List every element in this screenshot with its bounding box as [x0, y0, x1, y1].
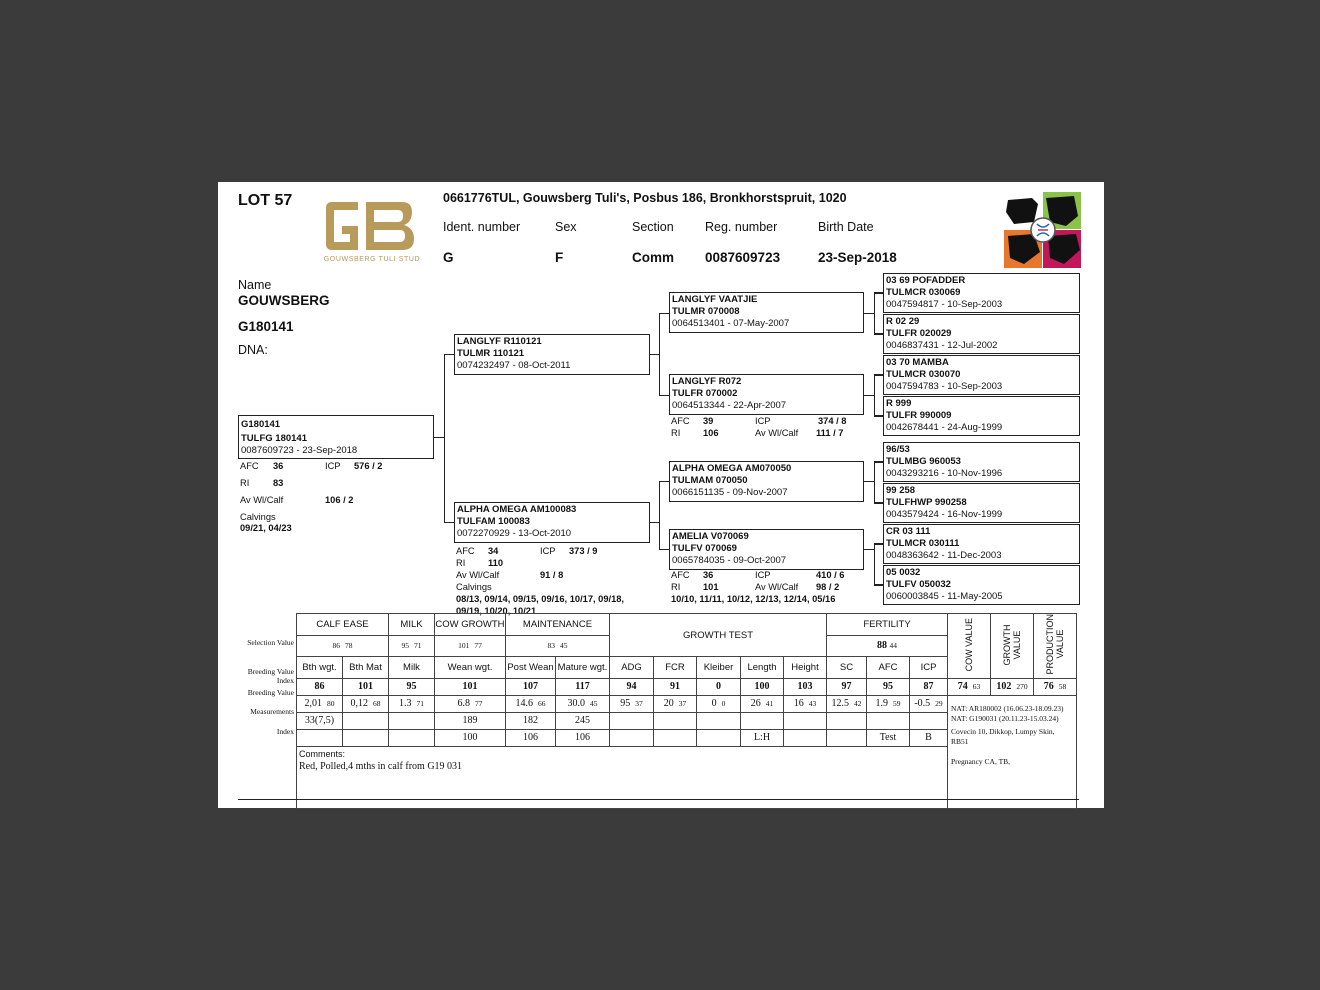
- index-value: 101: [343, 678, 389, 695]
- measurement-cell: [867, 712, 910, 729]
- pedigree-great-grandparent: R 02 29 TULFR 020029 0046837431 - 12-Jul-2002: [883, 314, 1080, 354]
- breeding-value: 1.3 71: [389, 695, 435, 712]
- note-2: NAT: G190031 (20.11.23-15.03.24): [951, 714, 1059, 723]
- column-header: FCR: [654, 657, 697, 679]
- index-cell: [297, 729, 343, 746]
- pedigree-great-grandparent: 99 258 TULFHWP 990258 0043579424 - 16-Nov-1999: [883, 483, 1080, 523]
- pedigree-dam-sire: ALPHA OMEGA AM070050 TULMAM 070050 0066151135 - 09-Nov-2007: [669, 461, 864, 502]
- index-cell: 106: [556, 729, 610, 746]
- ident-value: G: [443, 250, 454, 265]
- reg-label: Reg. number: [705, 220, 778, 234]
- reg-value: 0087609723: [705, 250, 781, 265]
- value-score: 76 58: [1034, 678, 1077, 695]
- section-value: Comm: [632, 250, 675, 265]
- index-cell: [654, 729, 697, 746]
- column-header: Mature wgt.: [556, 657, 610, 679]
- selection-value-row: 86 78 95 71 101 77 83 45 88 44: [297, 635, 1077, 657]
- column-header: Bth Mat: [343, 657, 389, 679]
- note-3: Covecin 10, Dikkop, Lumpy Skin,: [951, 727, 1055, 736]
- column-header: Post Wean: [506, 657, 556, 679]
- name-label: Name: [238, 278, 272, 292]
- index-value: 95: [867, 678, 910, 695]
- index-value: 95: [389, 678, 435, 695]
- index-value: 86: [297, 678, 343, 695]
- measurement-cell: 189: [435, 712, 506, 729]
- dna-label: DNA:: [238, 343, 268, 357]
- measurement-cell: 182: [506, 712, 556, 729]
- measurement-cell: [654, 712, 697, 729]
- row-label-bv-index-1: Breeding Value: [247, 667, 294, 676]
- column-header: ICP: [910, 657, 948, 679]
- value-score: 102 270: [991, 678, 1034, 695]
- column-header: SC: [827, 657, 867, 679]
- pedigree-great-grandparent: 03 69 POFADDER TULMCR 030069 0047594817 - 10-Sep-2003: [883, 273, 1080, 313]
- row-label-measurements: Measurements: [250, 707, 294, 716]
- pedigree-great-grandparent: 96/53 TULMBG 960053 0043293216 - 10-Nov-1996: [883, 442, 1080, 482]
- index-value: 97: [827, 678, 867, 695]
- birth-label: Birth Date: [818, 220, 874, 234]
- catalogue-page: LOT 57 GOUWSBERG TULI STUD 0661776TUL, Gouwsberg Tuli's, Posbus 186, Bronkhorstspruit, 1020 Ident. number Sex Section Reg. number Birth Date G F Comm 0087609723 23-Sep-2018 Name GOUWSBERG G180141 DNA: G180141 TULFG 180141 0087609723 - 23-Sep-2018 AFC 36 ICP 576 / 2 RI 83 Av Wl/Calf 106 / 2 Calvings 09/21, 04/23 LANGLYF R110121 TULMR 110121 0074232497 - 08-Oct-2011 ALPHA OMEGA AM100083 TULFAM 100083 0072270929 - 13-Oct-2010 AFC 34 ICP 373 / 9 RI 110 Av Wl/Calf 91 / 8 Calvings 08/13, 09/14, 09/15, 09/16, 10/17, 09/18, 09/19, 10/20, 10/21 LANGLYF VAATJIE TULMR 070008 0064513401 - 07-May-2007 LANGLYF R072 TULFR 070002 0064513344 - 22-Apr-2007 AFC 39 ICP 374 / 8 RI 106 Av Wl/Calf 111 / 7 ALPHA OMEGA AM070050 TULMAM 070050 0066151135 - 09-Nov-2007 AMELIA V070069 TULFV 070069 0065784035 - 09-Oct-2007 AFC 36 ICP 410 / 6 RI 101 Av Wl/Calf 98 / 2 10/10, 11/11, 10/12, 12/13, 12/14, 05/16 03 69 POFADDER TULMCR 030069 0047594817 - 10-Sep-2003 R 02 29 TULFR 020029 0046837431 - 12-Jul-2002 03 70 MAMBA TULMCR 030070 0047594783 - 10-Sep-2003 R 999 TULFR 990009 0042678441 - 24-Aug-1999 96/53 TULMBG 960053 0043293216 - 10-Nov-1996 99 258 TULFHWP 990258 0043579424 - 16-Nov-1999 CR 03 111 TULMCR 030111 0048363642 - 11-Dec-2003 05 0032 TULFV 050032 0060003845 - 11-May-2005 Selection Value Breeding Value Index Breeding Value Measurements Index CALF EASE MILK COW GROWTH MAINTENANCE GROWTH TEST FERTILITY COW VALUE GROWTH VALUE PRODUCTION VALUE 86 78 95 71 101 77 83 45 88 44 Bth wgt. Bth Mat Milk Wean wgt. Post Wean Mature wgt. ADG FCR Kleiber Length Height SC AFC ICP 86 101 95 101 107 117 94 91 0 100 103 97 95 87 74 63 102 270 76 58 2,01 80 0,12 68 1.3 71 6.8 77 14.6 66 30.0 45 95 37 20 37 0 0 26 41 16 43 12.5 42 1.9 59 -0.5 29 33(7,5) 189 182 245 100 106 106 L:H Test B Comments: Red, Polled,4 mths in calf from G19 031 NAT: AR180002 (16.06.23-18.09.23) NAT: G190031 (20.11.23-15.03.24) Covecin 10, Dikkop, Lumpy Skin, RB51 Pregnancy CA, TB,: [218, 182, 1104, 808]
- index-value: 91: [654, 678, 697, 695]
- index-value: 117: [556, 678, 610, 695]
- index-cell: B: [910, 729, 948, 746]
- breeding-value: 12.5 42: [827, 695, 867, 712]
- value-score: 74 63: [948, 678, 991, 695]
- index-value: 0: [697, 678, 741, 695]
- comments-label: Comments:: [299, 748, 346, 759]
- comments-text: Red, Polled,4 mths in calf from G19 031: [299, 760, 463, 772]
- index-cell: [827, 729, 867, 746]
- breeder-address: 0661776TUL, Gouwsberg Tuli's, Posbus 186, Bronkhorstspruit, 1020: [443, 191, 847, 205]
- index-value: 107: [506, 678, 556, 695]
- section-label: Section: [632, 220, 674, 234]
- measurement-cell: [610, 712, 654, 729]
- measurement-cell: [343, 712, 389, 729]
- pedigree-great-grandparent: 03 70 MAMBA TULMCR 030070 0047594783 - 10-Sep-2003: [883, 355, 1080, 395]
- column-header: Length: [741, 657, 784, 679]
- pedigree-sire: LANGLYF R110121 TULMR 110121 0074232497 - 08-Oct-2011: [454, 334, 650, 375]
- logo-caption: GOUWSBERG TULI STUD: [323, 256, 421, 263]
- index-value: 101: [435, 678, 506, 695]
- breeding-value: 0 0: [697, 695, 741, 712]
- pedigree-subject: G180141 TULFG 180141 0087609723 - 23-Sep-2018: [238, 415, 434, 459]
- pedigree-great-grandparent: CR 03 111 TULMCR 030111 0048363642 - 11-Dec-2003: [883, 524, 1080, 564]
- breeding-value: 0,12 68: [343, 695, 389, 712]
- pedigree-dam: ALPHA OMEGA AM100083 TULFAM 100083 0072270929 - 13-Oct-2010: [454, 502, 650, 543]
- column-header: Bth wgt.: [297, 657, 343, 679]
- stud-logo: [310, 196, 434, 266]
- measurement-cell: [697, 712, 741, 729]
- sex-value: F: [555, 250, 564, 265]
- ident-label: Ident. number: [443, 220, 521, 234]
- sex-label: Sex: [555, 220, 577, 234]
- pedigree-great-grandparent: 05 0032 TULFV 050032 0060003845 - 11-May-2005: [883, 565, 1080, 605]
- column-header: AFC: [867, 657, 910, 679]
- breeding-value: 95 37: [610, 695, 654, 712]
- column-header: Milk: [389, 657, 435, 679]
- pedigree-sire-dam: LANGLYF R072 TULFR 070002 0064513344 - 22-Apr-2007: [669, 374, 864, 415]
- breeding-value: 2,01 80: [297, 695, 343, 712]
- row-label-breeding-value: Breeding Value: [247, 688, 294, 697]
- measurement-cell: [827, 712, 867, 729]
- measurement-cell: 33(7,5): [297, 712, 343, 729]
- measurement-cell: [910, 712, 948, 729]
- breeding-value: 14.6 66: [506, 695, 556, 712]
- column-header: Height: [784, 657, 827, 679]
- row-label-bv-index-2: Index: [276, 676, 294, 685]
- pedigree-sire-sire: LANGLYF VAATJIE TULMR 070008 0064513401 - 07-May-2007: [669, 292, 864, 333]
- pedigree-dam-dam: AMELIA V070069 TULFV 070069 0065784035 - 09-Oct-2007: [669, 529, 864, 570]
- breeding-value: 16 43: [784, 695, 827, 712]
- column-header: Kleiber: [697, 657, 741, 679]
- breeding-value: 30.0 45: [556, 695, 610, 712]
- index-cell: 100: [435, 729, 506, 746]
- index-value: 100: [741, 678, 784, 695]
- index-cell: [697, 729, 741, 746]
- measurement-cell: 245: [556, 712, 610, 729]
- measurement-cell: [389, 712, 435, 729]
- cattle-emblem-icon: [1004, 192, 1082, 268]
- index-cell: 106: [506, 729, 556, 746]
- animal-id: G180141: [238, 319, 294, 334]
- breeding-index-row: [297, 678, 1077, 695]
- index-cell: [784, 729, 827, 746]
- breeding-value: 26 41: [741, 695, 784, 712]
- group-header-row: CALF EASE MILK COW GROWTH MAINTENANCE GROWTH TEST FERTILITY COW VALUE GROWTH VALUE PRODUCTION VALUE: [297, 614, 1077, 636]
- note-4: RB51: [951, 737, 969, 746]
- row-label-selection: Selection Value: [247, 638, 294, 647]
- index-cell: L:H: [741, 729, 784, 746]
- bottom-rule: [238, 799, 1079, 800]
- index-cell: [610, 729, 654, 746]
- index-value: 87: [910, 678, 948, 695]
- lot-number: LOT 57: [238, 192, 293, 209]
- breeding-value: 1.9 59: [867, 695, 910, 712]
- column-header: Wean wgt.: [435, 657, 506, 679]
- note-5: Pregnancy CA, TB,: [951, 757, 1011, 766]
- measurement-cell: [741, 712, 784, 729]
- row-label-index: Index: [276, 727, 294, 736]
- birth-value: 23-Sep-2018: [818, 250, 897, 265]
- column-header: ADG: [610, 657, 654, 679]
- note-1: NAT: AR180002 (16.06.23-18.09.23): [951, 704, 1064, 713]
- pedigree-great-grandparent: R 999 TULFR 990009 0042678441 - 24-Aug-1999: [883, 396, 1080, 436]
- society-logo: [1004, 192, 1082, 268]
- index-cell: [389, 729, 435, 746]
- index-cell: Test: [867, 729, 910, 746]
- index-value: 103: [784, 678, 827, 695]
- measurement-cell: [784, 712, 827, 729]
- breeding-value: 6.8 77: [435, 695, 506, 712]
- index-value: 94: [610, 678, 654, 695]
- breeding-value: -0.5 29: [910, 695, 948, 712]
- animal-name: GOUWSBERG: [238, 293, 330, 308]
- breeding-value: 20 37: [654, 695, 697, 712]
- index-cell: [343, 729, 389, 746]
